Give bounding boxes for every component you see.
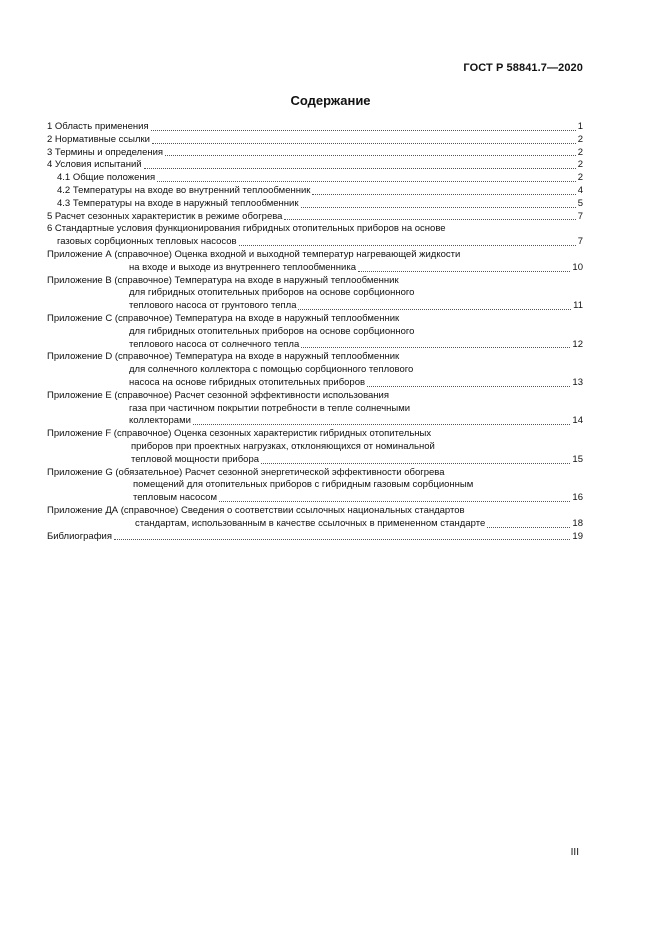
toc-entry[interactable] [47, 275, 583, 313]
table-of-contents [47, 121, 583, 543]
dot-leader [151, 129, 576, 131]
toc-entry-row [47, 300, 583, 313]
toc-entry[interactable] [47, 198, 583, 211]
toc-entry-text: 5 Расчет сезонных характеристик в режиме обогрева [47, 210, 283, 222]
toc-entry-text: коллекторами [129, 415, 191, 427]
toc-entry[interactable] [47, 249, 583, 275]
toc-entry-text: насоса на основе гибридных отопительных приборов [129, 376, 366, 388]
toc-entry-page: 11 [573, 300, 583, 312]
dot-leader [114, 538, 570, 540]
toc-entry-row [47, 377, 583, 390]
dot-leader [284, 218, 575, 220]
dot-leader [165, 154, 576, 156]
toc-entry-line: для гибридных отопительных приборов на основе сорбционного [129, 325, 415, 337]
toc-entry[interactable] [47, 185, 583, 198]
dot-leader [219, 500, 570, 502]
toc-entry-line: для гибридных отопительных приборов на основе сорбционного [129, 287, 415, 299]
toc-entry-text: теплового насоса от солнечного тепла [129, 338, 300, 350]
toc-entry[interactable] [47, 134, 583, 147]
toc-entry-page: 18 [572, 517, 583, 529]
dot-leader [301, 206, 576, 208]
dot-leader [487, 526, 570, 528]
toc-entry[interactable] [47, 351, 583, 389]
toc-entry-page: 2 [577, 133, 583, 145]
toc-entry-row [47, 531, 583, 544]
toc-entry[interactable] [47, 172, 583, 185]
toc-entry-line: Приложение F (справочное) Оценка сезонных характеристик гибридных отопительных [47, 428, 432, 440]
dot-leader [261, 462, 570, 464]
toc-entry[interactable] [47, 313, 583, 351]
toc-entry-text: Библиография [47, 530, 112, 542]
toc-entry-line: Приложение В (справочное) Температура на входе в наружный теплообменник [47, 274, 399, 286]
toc-entry-page: 16 [572, 492, 583, 504]
dot-leader [367, 385, 570, 387]
document-code: ГОСТ Р 58841.7—2020 [463, 62, 583, 74]
dot-leader [298, 308, 571, 310]
toc-entry-row [47, 198, 583, 211]
dot-leader [157, 180, 576, 182]
toc-entry-page: 7 [577, 210, 583, 222]
toc-entry-line: газа при частичном покрытии потребности в тепле солнечными [129, 402, 411, 414]
dot-leader [152, 142, 576, 144]
page-number: III [570, 847, 579, 858]
toc-entry-text: 2 Нормативные ссылки [47, 133, 150, 145]
toc-entry-line: Приложение ДА (справочное) Сведения о соответствии ссылочных национальных стандартов [47, 504, 465, 516]
toc-entry-line: помещений для отопительных приборов с гибридным газовым сорбционным [133, 479, 474, 491]
toc-entry-row [47, 211, 583, 224]
toc-entry-row [47, 121, 583, 134]
toc-entry-text: тепловым насосом [133, 492, 217, 504]
toc-entry-page: 13 [572, 376, 583, 388]
toc-entry-text: 4.3 Температуры на входе в наружный теплообменник [57, 197, 299, 209]
toc-entry-line: Приложение G (обязательное) Расчет сезонной энергетической эффективности обогрева [47, 466, 445, 478]
toc-entry-page: 12 [572, 338, 583, 350]
toc-entry-page: 2 [577, 159, 583, 171]
toc-entry-text: 4.1 Общие положения [57, 172, 156, 184]
toc-title: Содержание [290, 93, 371, 108]
toc-entry-text: 4.2 Температуры на входе во внутренний теплообменник [57, 184, 311, 196]
toc-entry-line: Приложение Е (справочное) Расчет сезонной эффективности использования [47, 389, 390, 401]
toc-entry-row [47, 185, 583, 198]
dot-leader [312, 193, 575, 195]
toc-entry-line: Приложение D (справочное) Температура на входе в наружный теплообменник [47, 351, 400, 363]
toc-entry-page: 19 [572, 530, 583, 542]
toc-entry[interactable] [47, 531, 583, 544]
toc-entry-row [47, 415, 583, 428]
toc-entry-page: 2 [577, 146, 583, 158]
toc-entry[interactable] [47, 505, 583, 531]
toc-entry[interactable] [47, 428, 583, 466]
toc-entry[interactable] [47, 147, 583, 160]
toc-entry-row [47, 159, 583, 172]
toc-entry-text: 3 Термины и определения [47, 146, 164, 158]
toc-entry-row [47, 147, 583, 160]
toc-entry-row [47, 518, 583, 531]
toc-entry-text: стандартам, использованным в качестве ссылочных в примененном стандарте [135, 517, 486, 529]
toc-entry-page: 14 [572, 415, 583, 427]
dot-leader [239, 244, 576, 246]
toc-entry-row [47, 339, 583, 352]
toc-entry-row [47, 236, 583, 249]
toc-entry-line: 6 Стандартные условия функционирования гибридных отопительных приборов на основе [47, 223, 446, 235]
toc-entry-page: 7 [577, 236, 583, 248]
toc-entry-text: на входе и выходе из внутреннего теплообменника [129, 261, 357, 273]
toc-entry[interactable] [47, 223, 583, 249]
toc-entry[interactable] [47, 121, 583, 134]
toc-entry-row [47, 134, 583, 147]
toc-entry-page: 1 [577, 121, 583, 132]
toc-entry-row [47, 492, 583, 505]
toc-entry-text: тепловой мощности прибора [131, 453, 260, 465]
toc-entry-page: 15 [572, 453, 583, 465]
toc-entry-row [47, 262, 583, 275]
toc-entry[interactable] [47, 159, 583, 172]
dot-leader [301, 346, 570, 348]
toc-entry[interactable] [47, 211, 583, 224]
dot-leader [358, 270, 570, 272]
toc-entry-text: 1 Область применения [47, 121, 149, 132]
toc-entry-line: Приложение А (справочное) Оценка входной и выходной температур нагревающей жидкости [47, 248, 461, 260]
toc-entry-text: 4 Условия испытаний [47, 159, 142, 171]
toc-entry[interactable] [47, 467, 583, 505]
toc-entry-page: 5 [577, 197, 583, 209]
toc-entry[interactable] [47, 390, 583, 428]
dot-leader [193, 423, 571, 425]
toc-entry-line: для солнечного коллектора с помощью сорбционного теплового [129, 364, 414, 376]
dot-leader [144, 167, 576, 169]
toc-entry-row [47, 454, 583, 467]
toc-entry-text: газовых сорбционных тепловых насосов [57, 236, 237, 248]
toc-entry-text: теплового насоса от грунтового тепла [129, 300, 297, 312]
toc-entry-page: 4 [577, 184, 583, 196]
toc-entry-row [47, 172, 583, 185]
toc-entry-line: Приложение С (справочное) Температура на входе в наружный теплообменник [47, 312, 400, 324]
toc-entry-page: 10 [572, 261, 583, 273]
toc-entry-page: 2 [577, 172, 583, 184]
toc-entry-line: приборов при проектных нагрузках, отклоняющихся от номинальной [131, 440, 435, 452]
